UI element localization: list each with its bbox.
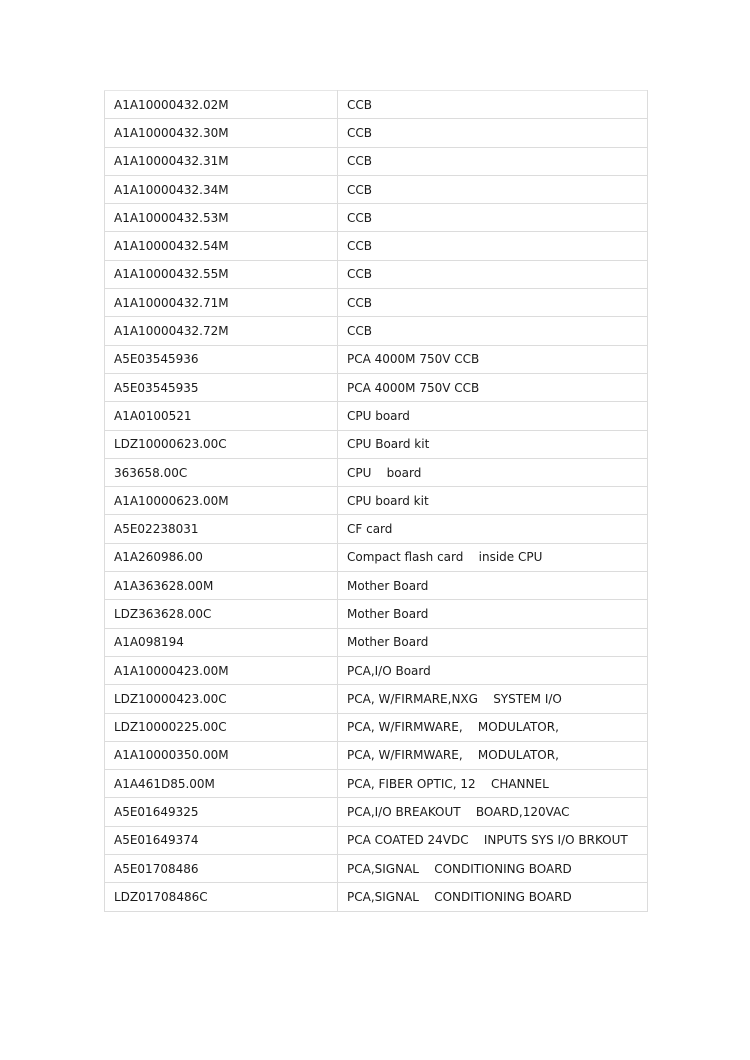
description-cell: CCB <box>338 204 648 232</box>
part-number-cell: A1A10000432.71M <box>105 289 338 317</box>
table-row <box>105 798 648 826</box>
table-row <box>105 600 648 628</box>
part-number-cell: A5E03545935 <box>105 373 338 401</box>
part-number-cell: A1A10000350.00M <box>105 741 338 769</box>
part-number-cell: A1A10000432.30M <box>105 119 338 147</box>
part-number-cell: A1A461D85.00M <box>105 770 338 798</box>
description-cell: CCB <box>338 289 648 317</box>
part-number-cell: LDZ10000623.00C <box>105 430 338 458</box>
description-cell: CPU Board kit <box>338 430 648 458</box>
table-row <box>105 204 648 232</box>
part-number-cell: A1A363628.00M <box>105 572 338 600</box>
description-cell: CCB <box>338 175 648 203</box>
description-cell: Mother Board <box>338 600 648 628</box>
description-cell: PCA,I/O BREAKOUT BOARD,120VAC <box>338 798 648 826</box>
table-row <box>105 487 648 515</box>
parts-table <box>104 90 648 912</box>
description-cell: CPU board kit <box>338 487 648 515</box>
part-number-cell: A1A10000432.34M <box>105 175 338 203</box>
table-row <box>105 656 648 684</box>
table-row <box>105 741 648 769</box>
table-row <box>105 855 648 883</box>
part-number-cell: A5E01649374 <box>105 826 338 854</box>
table-row <box>105 770 648 798</box>
part-number-cell: A1A10000432.53M <box>105 204 338 232</box>
part-number-cell: LDZ363628.00C <box>105 600 338 628</box>
description-cell: CF card <box>338 515 648 543</box>
part-number-cell: A1A10000432.54M <box>105 232 338 260</box>
table-row <box>105 119 648 147</box>
table-row <box>105 373 648 401</box>
description-cell: PCA,SIGNAL CONDITIONING BOARD <box>338 883 648 911</box>
description-cell: PCA, FIBER OPTIC, 12 CHANNEL <box>338 770 648 798</box>
part-number-cell: LDZ10000225.00C <box>105 713 338 741</box>
part-number-cell: A1A10000432.55M <box>105 260 338 288</box>
part-number-cell: A5E01649325 <box>105 798 338 826</box>
part-number-cell: A1A098194 <box>105 628 338 656</box>
part-number-cell: A1A10000432.31M <box>105 147 338 175</box>
table-row <box>105 317 648 345</box>
description-cell: PCA 4000M 750V CCB <box>338 345 648 373</box>
part-number-cell: 363658.00C <box>105 458 338 486</box>
table-row <box>105 402 648 430</box>
table-row <box>105 515 648 543</box>
part-number-cell: LDZ10000423.00C <box>105 685 338 713</box>
part-number-cell: A1A10000623.00M <box>105 487 338 515</box>
table-row <box>105 572 648 600</box>
description-cell: CCB <box>338 317 648 345</box>
part-number-cell: A1A10000432.72M <box>105 317 338 345</box>
table-row <box>105 345 648 373</box>
part-number-cell: A1A0100521 <box>105 402 338 430</box>
part-number-cell: A5E01708486 <box>105 855 338 883</box>
table-row <box>105 826 648 854</box>
description-cell: PCA,SIGNAL CONDITIONING BOARD <box>338 855 648 883</box>
description-cell: CCB <box>338 91 648 119</box>
part-number-cell: A1A10000432.02M <box>105 91 338 119</box>
part-number-cell: A1A10000423.00M <box>105 656 338 684</box>
part-number-cell: A5E03545936 <box>105 345 338 373</box>
table-row <box>105 543 648 571</box>
description-cell: Compact flash card inside CPU <box>338 543 648 571</box>
description-cell: CCB <box>338 147 648 175</box>
table-row <box>105 147 648 175</box>
description-cell: CPU board <box>338 402 648 430</box>
table-row <box>105 713 648 741</box>
description-cell: PCA, W/FIRMARE,NXG SYSTEM I/O <box>338 685 648 713</box>
table-row <box>105 91 648 119</box>
table-row <box>105 883 648 911</box>
description-cell: Mother Board <box>338 628 648 656</box>
table-row <box>105 289 648 317</box>
description-cell: CCB <box>338 232 648 260</box>
table-row <box>105 628 648 656</box>
description-cell: PCA, W/FIRMWARE, MODULATOR, <box>338 713 648 741</box>
part-number-cell: A5E02238031 <box>105 515 338 543</box>
table-row <box>105 232 648 260</box>
table-row <box>105 458 648 486</box>
table-row <box>105 430 648 458</box>
part-number-cell: A1A260986.00 <box>105 543 338 571</box>
description-cell: CCB <box>338 260 648 288</box>
table-row <box>105 685 648 713</box>
table-row <box>105 175 648 203</box>
description-cell: Mother Board <box>338 572 648 600</box>
description-cell: CCB <box>338 119 648 147</box>
part-number-cell: LDZ01708486C <box>105 883 338 911</box>
description-cell: PCA 4000M 750V CCB <box>338 373 648 401</box>
description-cell: PCA,I/O Board <box>338 656 648 684</box>
description-cell: PCA COATED 24VDC INPUTS SYS I/O BRKOUT <box>338 826 648 854</box>
description-cell: CPU board <box>338 458 648 486</box>
table-row <box>105 260 648 288</box>
description-cell: PCA, W/FIRMWARE, MODULATOR, <box>338 741 648 769</box>
parts-table-body <box>105 91 648 912</box>
